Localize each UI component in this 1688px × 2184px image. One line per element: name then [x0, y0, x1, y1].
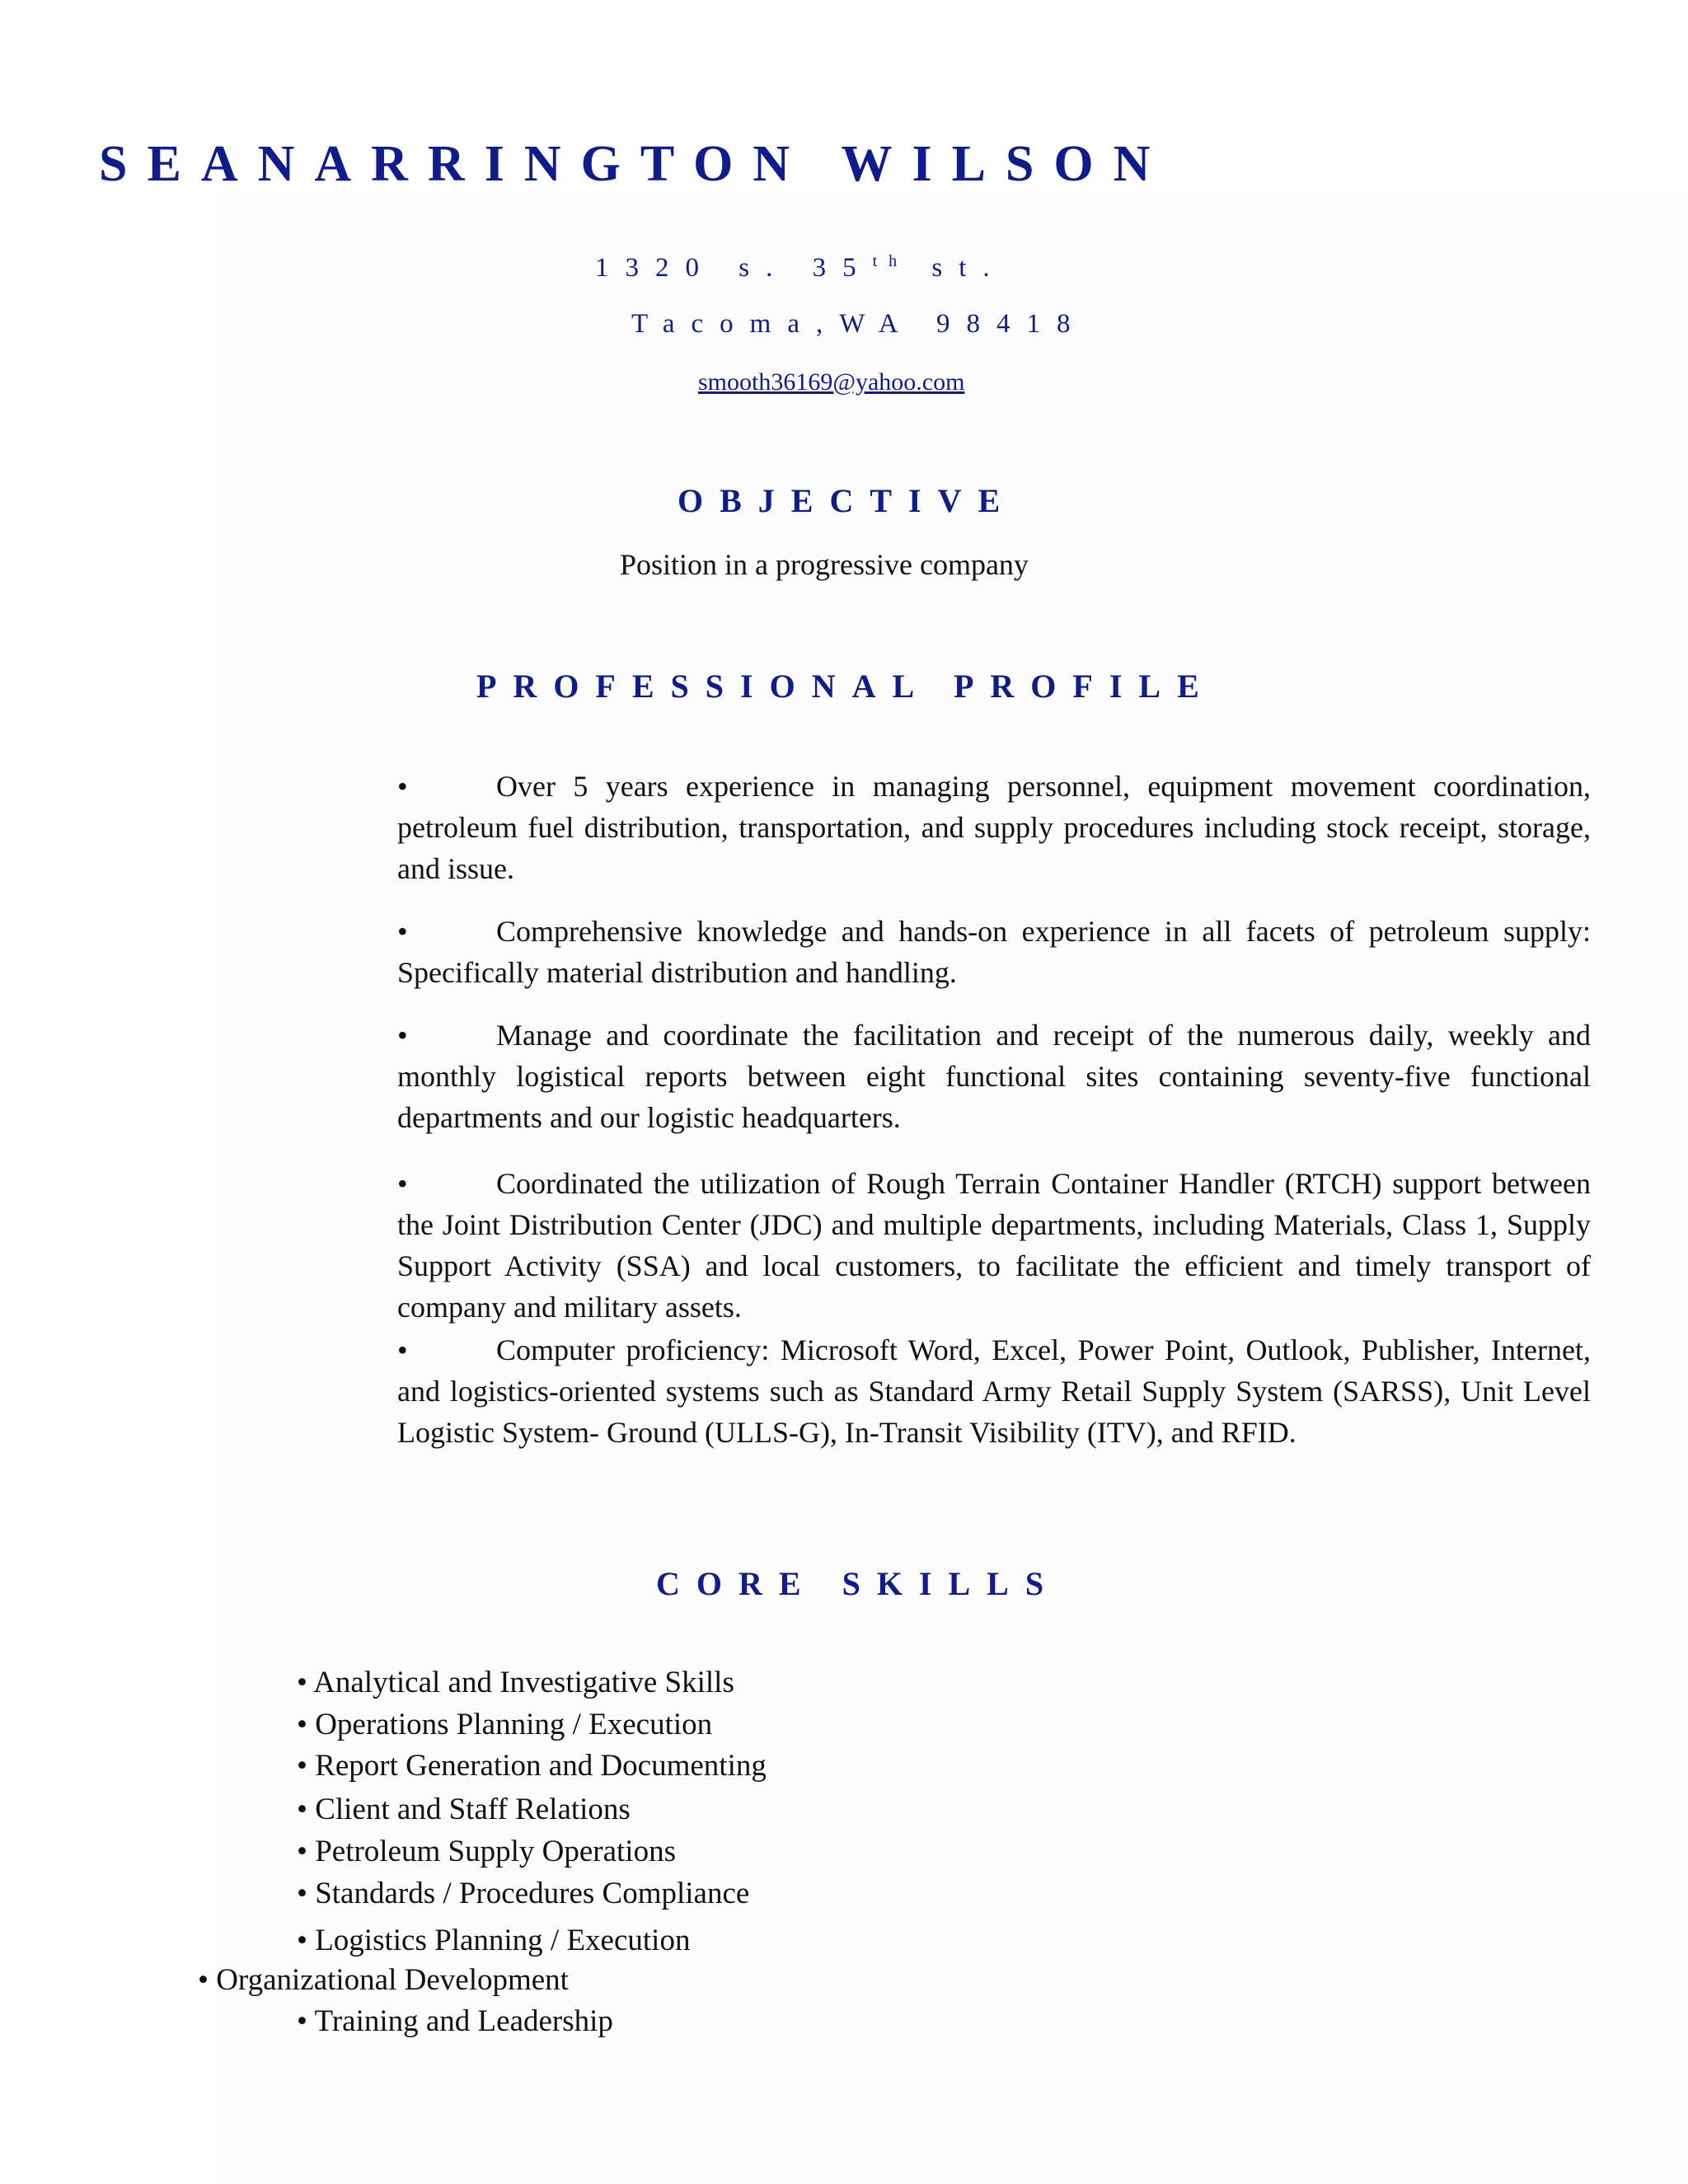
address-city: Tacoma,WA 98418: [631, 309, 1087, 339]
profile-item: [397, 1015, 1591, 1138]
address-street-number: 1320 s. 35: [595, 253, 873, 283]
profile-item-text: Over 5 years experience in managing personnel, equipment movement coordination, petroleum fuel distribution, transportation, and supply procedures including stock receipt, storage, and issue.: [397, 770, 1591, 885]
skill-item: • Report Generation and Documenting: [297, 1749, 767, 1783]
profile-item-text: Coordinated the utilization of Rough Terrain Container Handler (RTCH) support between the Joint Distribution Center (JDC) and multiple departments, including Materials, Class 1, Supply Support Activity (SSA) and local customers, to facilitate the efficient and timely transport of company and military assets.: [397, 1167, 1591, 1324]
profile-item-text: Comprehensive knowledge and hands-on experience in all facets of petroleum supply: Specifically material distribution and handling.: [397, 915, 1591, 989]
profile-item-text: Manage and coordinate the facilitation and receipt of the numerous daily, weekly and monthly logistical reports between eight functional sites containing seventy-five functional departments and our logistic headquarters.: [397, 1019, 1591, 1134]
skill-item: • Training and Leadership: [297, 2004, 613, 2038]
bullet-icon: •: [397, 1333, 408, 1366]
objective-heading: OBJECTIVE: [678, 482, 1017, 519]
bullet-icon: •: [397, 915, 408, 948]
profile-item: [397, 766, 1591, 889]
profile-item: [397, 911, 1591, 993]
skill-item: • Operations Planning / Execution: [297, 1708, 713, 1741]
profile-heading: PROFESSIONAL PROFILE: [476, 668, 1216, 705]
skill-item: • Client and Staff Relations: [297, 1793, 631, 1826]
address-street-suffix: st.: [908, 253, 1006, 283]
profile-item: [397, 1163, 1591, 1328]
address-street-ordinal: th: [872, 252, 909, 270]
skill-item: • Analytical and Investigative Skills: [297, 1666, 734, 1699]
skill-item: • Logistics Planning / Execution: [297, 1924, 691, 1957]
bullet-icon: •: [397, 1167, 408, 1200]
bullet-icon: •: [397, 770, 408, 803]
profile-item: [397, 1329, 1591, 1453]
objective-text: Position in a progressive company: [620, 548, 1029, 581]
skill-item: • Standards / Procedures Compliance: [297, 1877, 750, 1910]
address-street: [595, 252, 1006, 284]
bullet-icon: •: [397, 1019, 408, 1052]
skill-item: • Organizational Development: [198, 1963, 569, 1997]
profile-item-text: Computer proficiency: Microsoft Word, Excel, Power Point, Outlook, Publisher, Internet, and logistics-oriented systems such as Standard Army Retail Supply System (SARSS), Unit Level Logistic System- Ground (ULLS-G), In-Transit Visibility (ITV), and RFID.: [397, 1333, 1591, 1449]
core-skills-heading: CORE SKILLS: [656, 1565, 1061, 1602]
applicant-name: SEANARRINGTON WILSON: [99, 136, 1170, 192]
skill-item: • Petroleum Supply Operations: [297, 1835, 676, 1868]
email-link[interactable]: smooth36169@yahoo.com: [698, 368, 965, 396]
